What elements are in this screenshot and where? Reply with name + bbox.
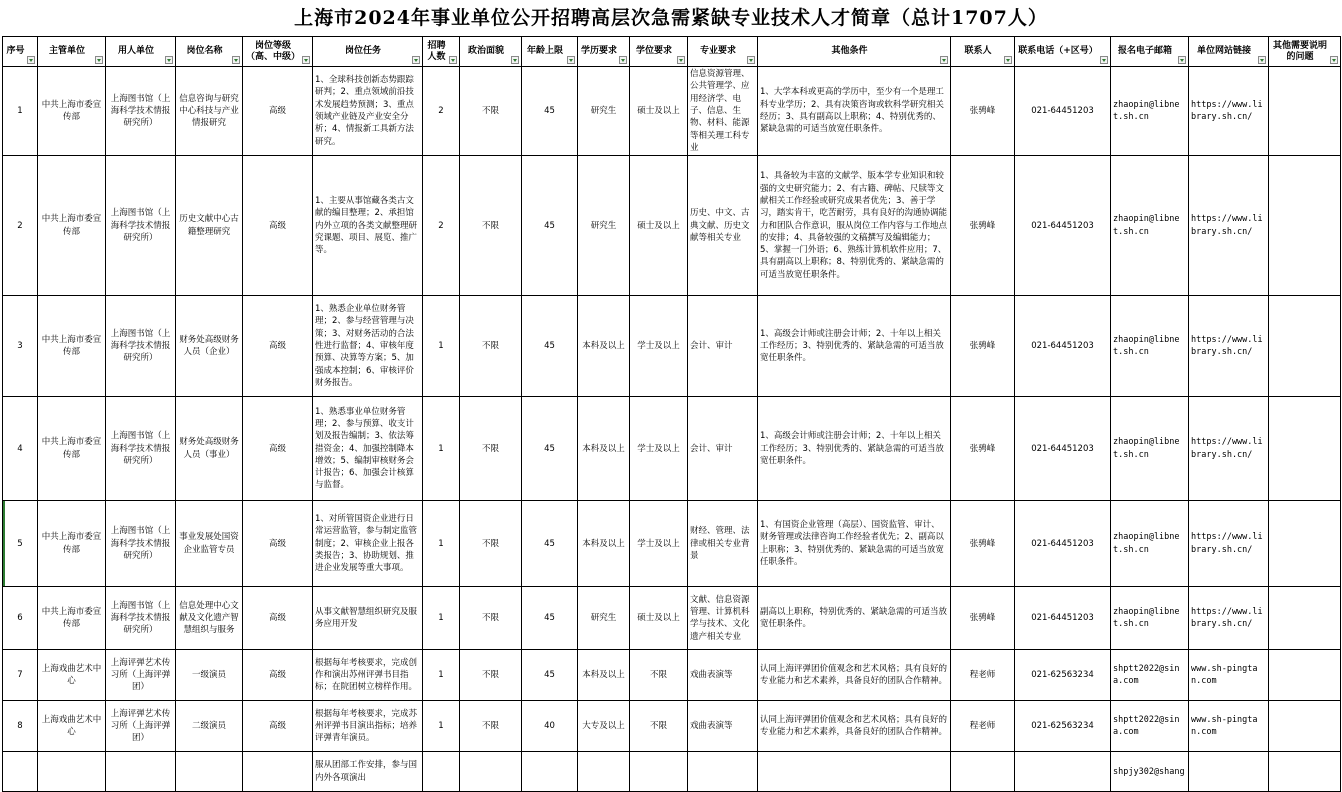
filter-dropdown-icon[interactable]	[747, 56, 755, 64]
table-cell[interactable]	[3, 752, 38, 792]
column-header	[3, 37, 38, 67]
table-cell[interactable]: 张骋峰	[951, 501, 1015, 587]
table-cell[interactable]: zhaopin@libnet.sh.cn	[1111, 296, 1189, 397]
table-cell[interactable]: 1、熟悉企业单位财务管理；2、参与经营管理与决策；3、对财务活动的合法性进行监督；4、审核年度预算、决算等方案；5、加强成本控制；6、审核评价财务报告。	[313, 296, 423, 397]
column-header-label: 政治面貌	[467, 46, 504, 57]
table-cell[interactable]: 一级演员	[176, 650, 243, 701]
table-cell[interactable]: 45	[522, 156, 578, 296]
table-cell[interactable]: 根据每年考核要求，完成苏州评弹书目演出指标；培养评弹青年演员。	[313, 701, 423, 752]
table-cell[interactable]	[176, 752, 243, 792]
table-row	[3, 587, 1341, 650]
table-cell[interactable]: zhaopin@libnet.sh.cn	[1111, 501, 1189, 587]
column-header	[313, 37, 423, 67]
table-cell[interactable]: 40	[522, 701, 578, 752]
table-row	[3, 501, 1341, 587]
table-cell[interactable]	[522, 752, 578, 792]
table-cell[interactable]: 021-64451203	[1015, 156, 1111, 296]
table-cell[interactable]: 2	[423, 156, 460, 296]
table-cell[interactable]: 021-62563234	[1015, 701, 1111, 752]
table-cell[interactable]: https://www.library.sh.cn/	[1189, 67, 1269, 156]
table-cell[interactable]: 根据每年考核要求，完成创作和演出苏州评弹书目指标；在院团树立榜样作用。	[313, 650, 423, 701]
table-cell[interactable]: https://www.library.sh.cn/	[1189, 296, 1269, 397]
table-cell[interactable]: 服从团部工作安排，参与国内外各项演出	[313, 752, 423, 792]
table-cell[interactable]: zhaopin@libnet.sh.cn	[1111, 587, 1189, 650]
table-cell[interactable]: 研究生	[578, 156, 630, 296]
table-cell[interactable]: 信息资源管理、公共管理学、应用经济学、电子、信息、生物、材料、能源等相关理工科专业	[688, 67, 758, 156]
filter-dropdown-icon[interactable]	[1258, 56, 1266, 64]
table-cell[interactable]: zhaopin@libnet.sh.cn	[1111, 397, 1189, 501]
column-header	[1269, 37, 1341, 67]
filter-dropdown-icon[interactable]	[27, 56, 35, 64]
table-cell[interactable]: 8	[3, 701, 38, 752]
column-header	[1189, 37, 1269, 67]
column-header	[38, 37, 106, 67]
filter-dropdown-icon[interactable]	[1330, 56, 1338, 64]
table-cell[interactable]: 不限	[460, 296, 522, 397]
column-header-label: 联系人	[964, 46, 992, 57]
filter-dropdown-icon[interactable]	[677, 56, 685, 64]
table-row	[3, 156, 1341, 296]
filter-dropdown-icon[interactable]	[232, 56, 240, 64]
table-cell[interactable]	[758, 752, 951, 792]
table-row	[3, 701, 1341, 752]
table-cell[interactable]: 7	[3, 650, 38, 701]
table-cell[interactable]: 5	[3, 501, 38, 587]
table-cell[interactable]	[38, 752, 106, 792]
table-cell[interactable]: 事业发展处国资企业监管专员	[176, 501, 243, 587]
table-cell[interactable]	[1189, 752, 1269, 792]
table-cell[interactable]: 硕士及以上	[630, 156, 688, 296]
table-cell[interactable]: 不限	[460, 501, 522, 587]
table-row	[3, 296, 1341, 397]
filter-dropdown-icon[interactable]	[1004, 56, 1012, 64]
table-cell[interactable]: 1	[423, 397, 460, 501]
table-cell[interactable]	[1269, 752, 1341, 792]
table-cell[interactable]: 硕士及以上	[630, 67, 688, 156]
table-cell[interactable]: 1、大学本科或更高的学历中，至少有一个是理工科专业学历；2、具有决策咨询或软科学研究相关经历；3、具有副高以上职称；4、特别优秀的、紧缺急需的可适当放宽任职条件。	[758, 67, 951, 156]
column-header-label: 主管单位	[48, 46, 85, 57]
filter-dropdown-icon[interactable]	[1100, 56, 1108, 64]
column-header	[460, 37, 522, 67]
table-cell[interactable]: 1	[423, 650, 460, 701]
table-cell[interactable]: 信息咨询与研究中心科技与产业情报研究	[176, 67, 243, 156]
table-cell[interactable]: 1、主要从事馆藏各类古文献的编目整理；2、承担馆内外立项的各类文献整理研究课题、项目、展览、推广等。	[313, 156, 423, 296]
table-cell[interactable]: 3	[3, 296, 38, 397]
table-cell[interactable]: 戏曲表演等	[688, 650, 758, 701]
table-cell[interactable]: 2	[3, 156, 38, 296]
table-cell[interactable]: 上海图书馆（上海科学技术情报研究所）	[106, 501, 176, 587]
table-cell[interactable]: 不限	[460, 587, 522, 650]
table-cell[interactable]: https://www.library.sh.cn/	[1189, 156, 1269, 296]
table-cell[interactable]: 张骋峰	[951, 67, 1015, 156]
table-cell[interactable]: 高级	[243, 296, 313, 397]
table-cell[interactable]: 张骋峰	[951, 397, 1015, 501]
filter-dropdown-icon[interactable]	[302, 56, 310, 64]
filter-dropdown-icon[interactable]	[567, 56, 575, 64]
column-header-label: 岗位任务	[344, 46, 381, 57]
table-cell[interactable]: 021-64451203	[1015, 296, 1111, 397]
column-header	[176, 37, 243, 67]
column-header	[106, 37, 176, 67]
table-cell[interactable]: 信息处理中心文献及文化遗产智慧组织与服务	[176, 587, 243, 650]
table-body	[3, 67, 1341, 792]
column-header-label: 其他条件	[831, 46, 868, 57]
column-header	[522, 37, 578, 67]
table-cell[interactable]	[1269, 296, 1341, 397]
column-header	[1111, 37, 1189, 67]
table-cell[interactable]	[243, 752, 313, 792]
table-cell[interactable]	[1269, 587, 1341, 650]
table-cell[interactable]: 1、熟悉事业单位财务管理；2、参与预算、收支计划及报告编制；3、依法筹措资金；4、加强控制降本增效；5、编制审核财务会计报告；6、加强会计核算与监督。	[313, 397, 423, 501]
table-cell[interactable]: 认同上海评弹团价值观念和艺术风格；具有良好的专业能力和艺术素养，具备良好的团队合作精神。	[758, 701, 951, 752]
table-cell[interactable]: 1	[423, 501, 460, 587]
table-cell[interactable]: 021-64451203	[1015, 397, 1111, 501]
column-header-label: 其他需要说明的问题	[1272, 40, 1327, 62]
table-cell[interactable]: 戏曲表演等	[688, 701, 758, 752]
recruitment-table	[2, 36, 1341, 792]
filter-dropdown-icon[interactable]	[940, 56, 948, 64]
table-cell[interactable]: 45	[522, 650, 578, 701]
table-cell[interactable]: 021-64451203	[1015, 501, 1111, 587]
table-cell[interactable]	[423, 752, 460, 792]
table-cell[interactable]: 不限	[630, 650, 688, 701]
filter-dropdown-icon[interactable]	[619, 56, 627, 64]
table-cell[interactable]: 45	[522, 587, 578, 650]
table-cell[interactable]: 从事文献智慧组织研究及服务应用开发	[313, 587, 423, 650]
table-cell[interactable]	[688, 752, 758, 792]
table-cell[interactable]: 021-62563234	[1015, 650, 1111, 701]
table-cell[interactable]: 高级	[243, 156, 313, 296]
table-cell[interactable]: 历史、中文、古典文献、历史文献等相关专业	[688, 156, 758, 296]
column-header-label: 报名电子邮箱	[1117, 46, 1172, 57]
column-header-label: 专业要求	[699, 46, 736, 57]
column-header-label: 年龄上限	[526, 46, 563, 57]
table-cell[interactable]: 财务处高级财务人员（事业）	[176, 397, 243, 501]
table-row	[3, 397, 1341, 501]
table-cell[interactable]: 本科及以上	[578, 397, 630, 501]
filter-dropdown-icon[interactable]	[412, 56, 420, 64]
table-cell[interactable]: 1	[3, 67, 38, 156]
table-cell[interactable]: 45	[522, 501, 578, 587]
table-cell[interactable]: 不限	[460, 701, 522, 752]
column-header-label: 联系电话（+区号）	[1018, 46, 1098, 57]
table-cell[interactable]: 学士及以上	[630, 501, 688, 587]
table-cell[interactable]: 中共上海市委宣传部	[38, 67, 106, 156]
table-cell[interactable]: 研究生	[578, 67, 630, 156]
table-cell[interactable]: zhaopin@libnet.sh.cn	[1111, 67, 1189, 156]
table-cell[interactable]: 6	[3, 587, 38, 650]
table-cell[interactable]: 上海图书馆（上海科学技术情报研究所）	[106, 296, 176, 397]
table-cell[interactable]	[951, 752, 1015, 792]
table-cell[interactable]: 上海图书馆（上海科学技术情报研究所）	[106, 587, 176, 650]
table-cell[interactable]: 硕士及以上	[630, 587, 688, 650]
table-cell[interactable]: 不限	[630, 701, 688, 752]
table-cell[interactable]: 1、对所管国资企业进行日常运营监管，参与制定监管制度；2、审核企业上报各类报告；3、协助规划、推进企业发展等重大事项。	[313, 501, 423, 587]
table-cell[interactable]	[106, 752, 176, 792]
table-cell[interactable]: 1、有国资企业管理（高层）、国资监管、审计、财务管理或法律咨询工作经验者优先；2、副高以上职称；3、特别优秀的、紧缺急需的可适当放宽任职条件。	[758, 501, 951, 587]
table-cell[interactable]: 高级	[243, 701, 313, 752]
table-cell[interactable]: 财务处高级财务人员（企业）	[176, 296, 243, 397]
table-cell[interactable]: 副高以上职称，特别优秀的、紧缺急需的可适当放宽任职条件。	[758, 587, 951, 650]
table-cell[interactable]: 上海图书馆（上海科学技术情报研究所）	[106, 397, 176, 501]
table-cell[interactable]: 认同上海评弹团价值观念和艺术风格；具有良好的专业能力和艺术素养，具备良好的团队合作精神。	[758, 650, 951, 701]
header-row	[3, 37, 1341, 67]
table-cell[interactable]: 不限	[460, 67, 522, 156]
table-cell[interactable]: 中共上海市委宣传部	[38, 296, 106, 397]
table-cell[interactable]: 021-64451203	[1015, 587, 1111, 650]
table-cell[interactable]	[578, 752, 630, 792]
table-cell[interactable]: 会计、审计	[688, 397, 758, 501]
table-cell[interactable]	[1269, 397, 1341, 501]
table-cell[interactable]: 中共上海市委宣传部	[38, 156, 106, 296]
filter-dropdown-icon[interactable]	[511, 56, 519, 64]
table-cell[interactable]: 4	[3, 397, 38, 501]
table-cell[interactable]: 不限	[460, 650, 522, 701]
table-cell[interactable]: 历史文献中心古籍整理研究	[176, 156, 243, 296]
table-cell[interactable]: 2	[423, 67, 460, 156]
table-cell[interactable]: https://www.library.sh.cn/	[1189, 397, 1269, 501]
column-header-label: 岗位等级（高、中级）	[245, 40, 300, 62]
table-cell[interactable]: 财经、管理、法律或相关专业背景	[688, 501, 758, 587]
column-header	[630, 37, 688, 67]
table-cell[interactable]	[1269, 650, 1341, 701]
table-cell[interactable]: 45	[522, 67, 578, 156]
column-header-label: 学历要求	[580, 46, 617, 57]
table-cell[interactable]: 1、具备较为丰富的文献学、版本学专业知识和较强的文史研究能力；2、有古籍、碑帖、尺牍等文献相关工作经验或研究成果者优先；3、善于学习，踏实肯干，吃苦耐劳，具有良好的沟通协调能力和团队合作意识，服从岗位工作内容与工作地点的安排；4、具备较强的文稿撰写及编辑能力；5、掌握一门外语；6、熟练计算机软件应用；7、具有副高以上职称；8、特别优秀的、紧缺急需的可适当放宽任职条件。	[758, 156, 951, 296]
table-cell[interactable]: 二级演员	[176, 701, 243, 752]
table-cell[interactable]: 张骋峰	[951, 587, 1015, 650]
table-cell[interactable]: 学士及以上	[630, 296, 688, 397]
table-cell[interactable]: 中共上海市委宣传部	[38, 397, 106, 501]
table-cell[interactable]: zhaopin@libnet.sh.cn	[1111, 156, 1189, 296]
table-cell[interactable]	[1269, 501, 1341, 587]
table-cell[interactable]: 1	[423, 587, 460, 650]
table-cell[interactable]: 45	[522, 296, 578, 397]
table-cell[interactable]: 研究生	[578, 587, 630, 650]
filter-dropdown-icon[interactable]	[449, 56, 457, 64]
table-cell[interactable]: 高级	[243, 397, 313, 501]
filter-dropdown-icon[interactable]	[1178, 56, 1186, 64]
table-cell[interactable]	[630, 752, 688, 792]
table-cell[interactable]: 高级	[243, 67, 313, 156]
table-cell[interactable]	[1015, 752, 1111, 792]
table-cell[interactable]: 大专及以上	[578, 701, 630, 752]
column-header	[951, 37, 1015, 67]
table-cell[interactable]: 上海戏曲艺术中心	[38, 701, 106, 752]
filter-dropdown-icon[interactable]	[95, 56, 103, 64]
table-cell[interactable]: 上海评弹艺术传习所（上海评弹团）	[106, 701, 176, 752]
table-cell[interactable]: 1、高级会计师或注册会计师；2、十年以上相关工作经历；3、特别优秀的、紧缺急需的可适当放宽任职条件。	[758, 296, 951, 397]
table-row	[3, 67, 1341, 156]
table-cell[interactable]: 会计、审计	[688, 296, 758, 397]
table-cell[interactable]: 高级	[243, 501, 313, 587]
table-cell[interactable]	[1269, 701, 1341, 752]
page-title: 上海市2024年事业单位公开招聘高层次急需紧缺专业技术人才简章（总计1707人）	[294, 7, 1048, 29]
table-cell[interactable]: 1	[423, 296, 460, 397]
table-cell[interactable]: www.sh-pingtan.com	[1189, 701, 1269, 752]
table-cell[interactable]: www.sh-pingtan.com	[1189, 650, 1269, 701]
table-cell[interactable]: 张骋峰	[951, 156, 1015, 296]
filter-dropdown-icon[interactable]	[165, 56, 173, 64]
table-cell[interactable]: 张骋峰	[951, 296, 1015, 397]
column-header	[243, 37, 313, 67]
table-cell[interactable]: 不限	[460, 397, 522, 501]
table-row	[3, 650, 1341, 701]
table-cell[interactable]: shptt2022@sina.com	[1111, 701, 1189, 752]
column-header-label: 用人单位	[117, 46, 154, 57]
table-cell[interactable]: shpjy302@shang	[1111, 752, 1189, 792]
table-cell[interactable]: 上海戏曲艺术中心	[38, 650, 106, 701]
table-cell[interactable]: https://www.library.sh.cn/	[1189, 587, 1269, 650]
table-cell[interactable]: 1、高级会计师或注册会计师；2、十年以上相关工作经历；3、特别优秀的、紧缺急需的可适当放宽任职条件。	[758, 397, 951, 501]
column-header	[758, 37, 951, 67]
column-header	[688, 37, 758, 67]
table-cell[interactable]	[1269, 156, 1341, 296]
table-cell[interactable]: 1	[423, 701, 460, 752]
table-cell[interactable]: 程老师	[951, 650, 1015, 701]
table-cell[interactable]: 学士及以上	[630, 397, 688, 501]
table-cell[interactable]: shptt2022@sina.com	[1111, 650, 1189, 701]
table-cell[interactable]: 中共上海市委宣传部	[38, 587, 106, 650]
column-header	[423, 37, 460, 67]
table-cell[interactable]: 上海图书馆（上海科学技术情报研究所）	[106, 67, 176, 156]
table-cell[interactable]: https://www.library.sh.cn/	[1189, 501, 1269, 587]
table-cell[interactable]: 45	[522, 397, 578, 501]
table-cell[interactable]: 程老师	[951, 701, 1015, 752]
table-cell[interactable]: 不限	[460, 156, 522, 296]
column-header-label: 序号	[6, 46, 25, 57]
column-header	[1015, 37, 1111, 67]
table-row	[3, 752, 1341, 792]
column-header-label: 岗位名称	[186, 46, 223, 57]
table-cell[interactable]	[1269, 67, 1341, 156]
column-header	[578, 37, 630, 67]
table-cell[interactable]: 1、全球科技创新态势跟踪研判；2、重点领域前沿技术发展趋势预测；3、重点领域产业链及产业安全分析；4、情报新工具新方法研究。	[313, 67, 423, 156]
table-cell[interactable]	[460, 752, 522, 792]
table-cell[interactable]: 本科及以上	[578, 650, 630, 701]
column-header-label: 招聘人数	[427, 40, 446, 62]
table-cell[interactable]: 上海图书馆（上海科学技术情报研究所）	[106, 156, 176, 296]
table-cell[interactable]: 上海评弹艺术传习所（上海评弹团）	[106, 650, 176, 701]
column-header-label: 学位要求	[635, 46, 672, 57]
table-cell[interactable]: 高级	[243, 650, 313, 701]
table-cell[interactable]: 021-64451203	[1015, 67, 1111, 156]
table-cell[interactable]: 文献、信息资源管理、计算机科学与技术、文化遗产相关专业	[688, 587, 758, 650]
table-cell[interactable]: 本科及以上	[578, 501, 630, 587]
table-cell[interactable]: 中共上海市委宣传部	[38, 501, 106, 587]
table-cell[interactable]: 高级	[243, 587, 313, 650]
table-cell[interactable]: 本科及以上	[578, 296, 630, 397]
column-header-label: 单位网站链接	[1196, 46, 1251, 57]
